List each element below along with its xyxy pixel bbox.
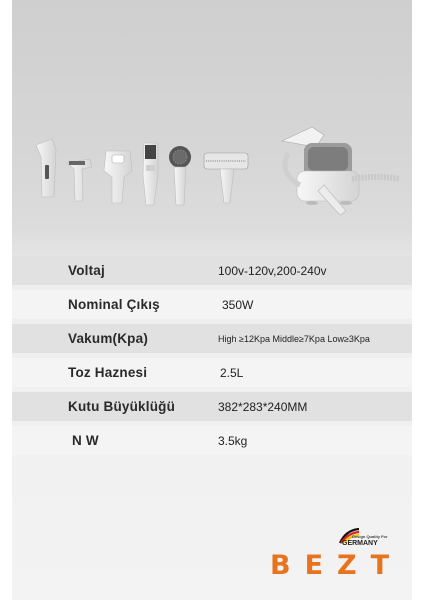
pet-brush-icon (143, 143, 158, 205)
spec-value: 100v-120v,200-240v (218, 263, 327, 278)
spec-label: Kutu Büyüklüğü (68, 399, 176, 414)
spec-value: High ≥12Kpa Middle≥7Kpa Low≥3Kpa (218, 333, 370, 344)
brand-country: GERMANY (342, 540, 378, 547)
brand-tagline: Design Quality For (352, 534, 388, 539)
spec-label: N W (72, 433, 99, 448)
spec-label: Nominal Çıkış (68, 297, 160, 312)
spec-value: 382*283*240MM (218, 399, 308, 414)
crevice-nozzle-icon (36, 139, 56, 197)
spec-row-dust-container (12, 358, 412, 387)
spec-row-box-size (12, 392, 412, 421)
spec-row-vacuum (12, 324, 412, 353)
spec-label: Toz Haznesi (68, 365, 148, 380)
brand-logo (270, 528, 404, 584)
spec-row-voltage (12, 256, 412, 285)
spec-value: 2.5L (220, 365, 244, 380)
spec-table (12, 256, 412, 460)
vacuum-unit-icon (282, 127, 400, 215)
trimmer-tool-icon (104, 151, 132, 203)
brand-name: BEZT (270, 550, 404, 581)
spec-label: Voltaj (68, 263, 105, 278)
spec-label: Vakum(Kpa) (68, 331, 149, 346)
product-illustration (12, 115, 412, 225)
deshedding-tool-icon (204, 153, 248, 203)
spec-row-net-weight (12, 426, 412, 455)
spec-value: 3.5kg (218, 433, 248, 448)
massage-brush-icon (169, 146, 191, 205)
attachment-nozzle-icon (67, 159, 92, 201)
spec-value: 350W (222, 297, 254, 312)
spec-row-nominal-output (12, 290, 412, 319)
